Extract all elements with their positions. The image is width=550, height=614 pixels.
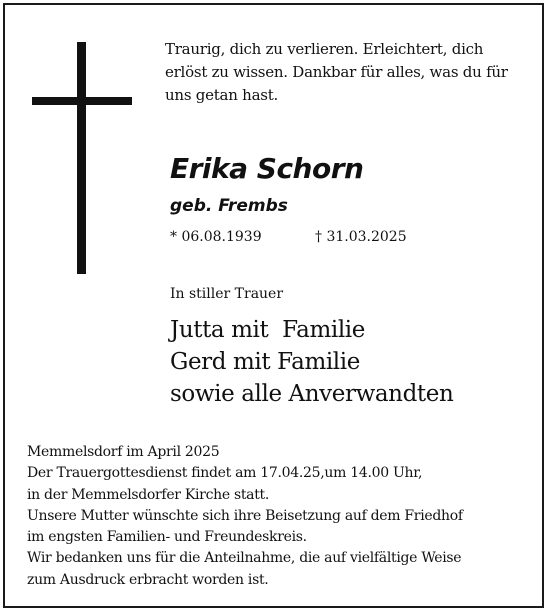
notice-line: Memmelsdorf im April 2025 [27,444,220,460]
funeral-notice [27,442,463,591]
notice-line: Wir bedanken uns für die Anteilnahme, die auf vielfältige Weise [27,550,462,567]
quote-line: Traurig, dich zu verlieren. Erleichtert, dich [165,40,484,58]
maiden-name: geb. Frembs [170,196,288,216]
notice-line: zum Ausdruck erbracht worden ist. [27,571,269,588]
notice-line: Unsere Mutter wünschte sich ihre Beisetzung auf dem Friedhof [27,507,463,524]
notice-line: in der Memmelsdorfer Kirche statt. [27,486,270,503]
cross-vertical-beam [77,42,86,274]
mourning-intro: In stiller Trauer [170,286,284,302]
mourner-line: Jutta mit Familie [170,317,365,343]
deceased-name: Erika Schorn [170,152,364,185]
mourner-line: sowie alle Anverwandten [170,381,454,407]
memorial-quote [165,38,508,107]
mourner-line: Gerd mit Familie [170,349,360,375]
quote-line: uns getan hast. [165,86,279,104]
notice-line: im engsten Familien- und Freundeskreis. [27,529,307,546]
quote-line: erlöst zu wissen. Dankbar für alles, was du für [165,63,508,81]
notice-line: Der Trauergottesdienst findet am 17.04.25,um 14.00 Uhr, [27,465,423,482]
death-date: † 31.03.2025 [315,229,407,245]
birth-date: * 06.08.1939 [170,229,262,245]
mourners-list [170,314,453,410]
cross-horizontal-beam [32,97,132,105]
